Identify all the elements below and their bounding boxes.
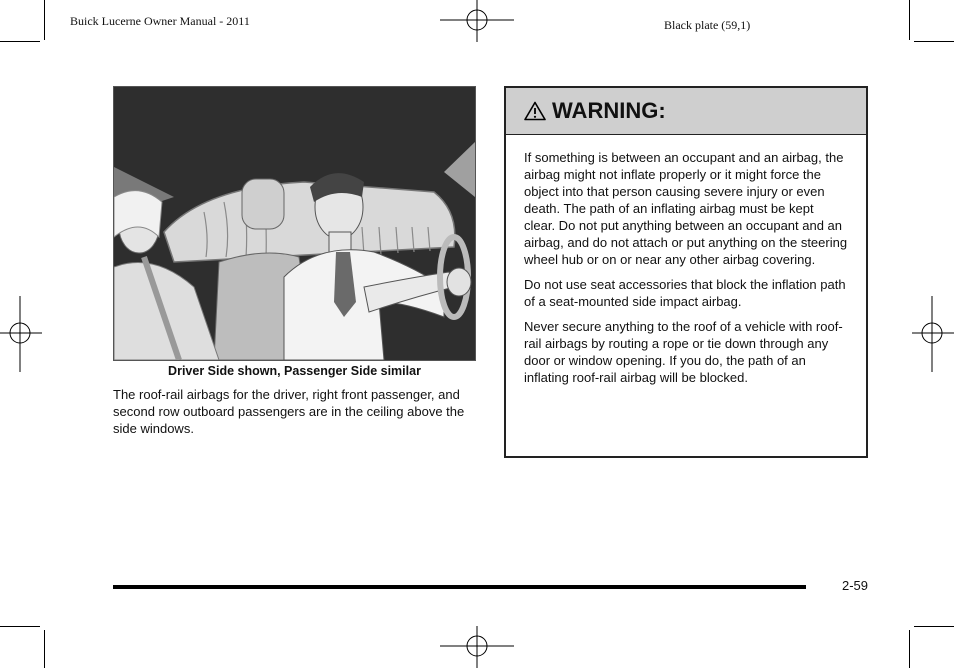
registration-mark-left <box>0 296 42 372</box>
footer-rule <box>113 585 806 589</box>
warning-title: WARNING: <box>552 98 666 123</box>
registration-mark-right <box>912 296 954 372</box>
airbag-illustration <box>113 86 476 361</box>
warning-triangle-icon <box>524 101 546 121</box>
body-paragraph: The roof-rail airbags for the driver, right front passenger, and second row outboard passengers are in the ceiling above the side windows. <box>113 387 465 436</box>
figure-caption: Driver Side shown, Passenger Side similar <box>168 364 421 378</box>
warning-paragraph: Do not use seat accessories that block the inflation path of a seat-mounted side impact airbag. <box>524 277 846 309</box>
registration-mark-top <box>440 0 516 42</box>
registration-mark-bottom <box>440 626 516 668</box>
warning-body <box>506 135 866 386</box>
warning-paragraph: If something is between an occupant and an airbag, the airbag might not inflate properly or it might force the object into that person causing severe injury or even death. The path of an inflating airbag must be kept clear. Do not put anything between an occupant and an airbag, and do not attach or put anything on the steering wheel hub or on or near any other airbag covering. <box>524 150 848 267</box>
page-number: 2-59 <box>842 578 869 593</box>
manual-title: Buick Lucerne Owner Manual - 2011 <box>70 14 250 28</box>
warning-box <box>504 86 868 458</box>
warning-header <box>506 88 866 135</box>
plate-info: Black plate (59,1) <box>664 18 751 32</box>
warning-paragraph: Never secure anything to the roof of a vehicle with roof-rail airbags by routing a rope or tie down through any door or window opening. If you do, the path of an inflating roof-rail airbag will be blocked. <box>524 319 843 385</box>
